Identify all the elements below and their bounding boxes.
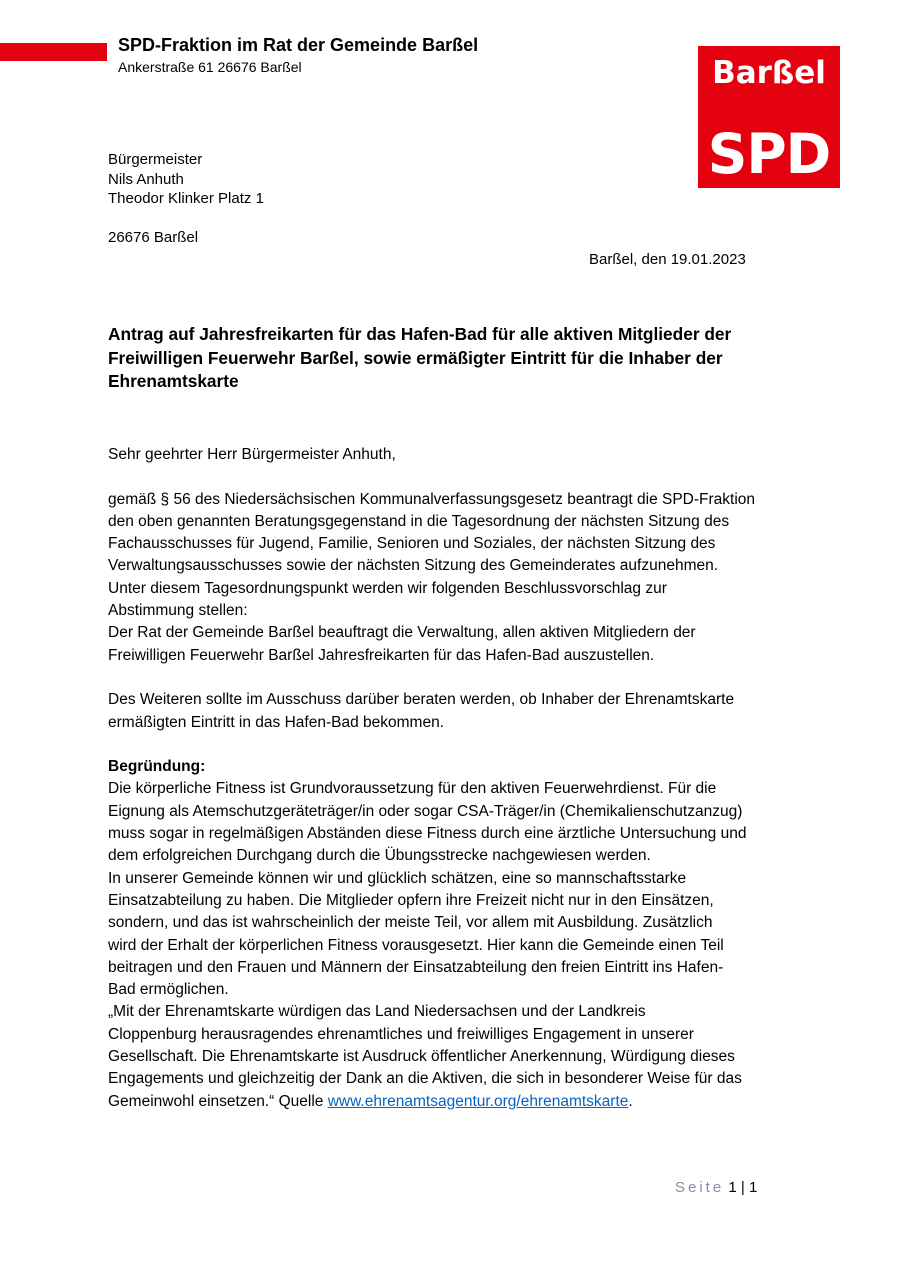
text-line: ermäßigten Eintritt in das Hafen-Bad bekommen. xyxy=(108,713,444,731)
recipient-line: Theodor Klinker Platz 1 xyxy=(108,190,264,207)
subject-line: Freiwilligen Feuerwehr Barßel, sowie ermäßigter Eintritt für die Inhaber der xyxy=(108,347,723,368)
text-line: „Mit der Ehrenamtskarte würdigen das Land Niedersachsen und der Landkreis xyxy=(108,1003,646,1021)
text-line: Freiwilligen Feuerwehr Barßel Jahresfreikarten für das Hafen-Bad auszustellen. xyxy=(108,646,655,664)
text-line: Des Weiteren sollte im Ausschuss darüber beraten werden, ob Inhaber der Ehrenamtskarte xyxy=(108,691,735,709)
text-line: Die körperliche Fitness ist Grundvoraussetzung für den aktiven Feuerwehrdienst. Für die xyxy=(108,780,717,798)
text-line: dem erfolgreichen Durchgang durch die Übungsstrecke nachgewiesen werden. xyxy=(108,847,651,865)
text-line: Der Rat der Gemeinde Barßel beauftragt die Verwaltung, allen aktiven Mitgliedern der xyxy=(108,624,696,642)
page-label: Seite xyxy=(675,1179,725,1196)
org-name: SPD-Fraktion im Rat der Gemeinde Barßel xyxy=(118,35,479,55)
subject-line: Ehrenamtskarte xyxy=(108,371,239,391)
text-line: Abstimmung stellen: xyxy=(108,602,248,620)
letter-body xyxy=(108,444,808,1113)
org-address: Ankerstraße 61 26676 Barßel xyxy=(118,59,302,75)
text-line: Engagements und gleichzeitig der Dank an die Aktiven, die sich in besonderer Weise für das xyxy=(108,1070,742,1088)
text-line: Einsatzabteilung zu haben. Die Mitglieder opfern ihre Freizeit nicht nur in den Einsätzen, xyxy=(108,891,714,909)
text-line: Verwaltungsausschusses sowie der nächsten Sitzung des Gemeinderates aufzunehmen. xyxy=(108,557,719,575)
recipient-address xyxy=(108,150,264,248)
text-line: Cloppenburg herausragendes ehrenamtliches und freiwilliges Engagement in unserer xyxy=(108,1025,694,1043)
logo-town: Barßel xyxy=(712,55,826,91)
subject-line: Antrag auf Jahresfreikarten für das Hafen-Bad für alle aktiven Mitglieder der xyxy=(108,324,732,344)
text-line: Unter diesem Tagesordnungspunkt werden wir folgenden Beschlussvorschlag zur xyxy=(108,579,667,597)
text-line: Fachausschusses für Jugend, Familie, Senioren und Soziales, der nächsten Sitzung des xyxy=(108,535,716,553)
paragraph-request xyxy=(108,489,808,667)
recipient-line: Nils Anhuth xyxy=(108,170,184,188)
text-line: sondern, und das ist wahrscheinlich der meiste Teil, vor allem mit Ausbildung. Zusätzlich xyxy=(108,914,713,932)
page-current: 1 xyxy=(728,1179,737,1196)
paragraph-justification xyxy=(108,778,808,1090)
page-number xyxy=(675,1178,757,1198)
letter-date: Barßel, den 19.01.2023 xyxy=(589,251,746,268)
text-line: den oben genannten Beratungsgegenstand in die Tagesordnung der nächsten Sitzung des xyxy=(108,512,730,530)
text-line: Eignung als Atemschutzgeräteträger/in oder sogar CSA-Träger/in (Chemikalienschutzanzug) xyxy=(108,802,743,820)
text-line: In unserer Gemeinde können wir und glücklich schätzen, eine so mannschaftsstarke xyxy=(108,869,687,887)
text-line: gemäß § 56 des Niedersächsischen Kommunalverfassungsgesetz beantragt die SPD-Fraktion xyxy=(108,490,756,508)
text-line: muss sogar in regelmäßigen Abständen diese Fitness durch eine ärztliche Untersuchung und xyxy=(108,825,747,843)
page-total: 1 xyxy=(748,1179,758,1196)
salutation: Sehr geehrter Herr Bürgermeister Anhuth, xyxy=(108,446,396,463)
spd-barssel-logo xyxy=(698,46,840,188)
paragraph-further xyxy=(108,689,808,734)
text-line: Bad ermöglichen. xyxy=(108,981,229,999)
text-line: beitragen und den Frauen und Männern der Einsatzabteilung den freien Eintritt ins Hafen- xyxy=(108,958,724,976)
text-line: Gesellschaft. Die Ehrenamtskarte ist Ausdruck öffentlicher Anerkennung, Würdigung dieses xyxy=(108,1048,735,1066)
logo-party: SPD xyxy=(707,122,831,186)
source-link[interactable]: www.ehrenamtsagentur.org/ehrenamtskarte xyxy=(327,1092,629,1110)
recipient-line: 26676 Barßel xyxy=(108,229,199,246)
page-separator: | xyxy=(740,1179,745,1196)
subject-heading xyxy=(108,323,808,394)
source-end: . xyxy=(628,1092,633,1110)
begruendung-heading: Begründung: xyxy=(108,758,206,776)
source-text: Gemeinwohl einsetzen.“ Quelle xyxy=(108,1092,328,1110)
header-red-bar xyxy=(0,43,107,61)
recipient-line: Bürgermeister xyxy=(108,151,203,168)
source-line xyxy=(108,1091,808,1113)
text-line: wird der Erhalt der körperlichen Fitness vorausgesetzt. Hier kann die Gemeinde einen Teil xyxy=(108,936,724,954)
